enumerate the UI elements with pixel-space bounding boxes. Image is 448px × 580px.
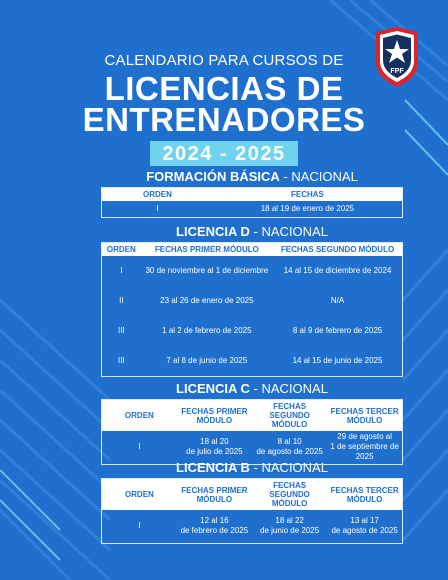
column-header: FECHAS SEGUNDO MÓDULO — [252, 400, 327, 432]
table-row: III 1 al 2 de febrero de 2025 8 al 9 de febrero de 2025 — [117, 326, 383, 335]
licencia-d-table — [101, 242, 403, 377]
table-row: I 18 al 20 de julio de 2025 8 al 10 de agosto de 2025 29 de agosto al 1 de septiembre de 2025 — [138, 432, 399, 462]
logo-text: FPF — [390, 68, 404, 75]
table-row: I 12 al 16 de febrero de 2025 18 al 22 de junio de 2025 13 al 17 de agosto de 2025 — [138, 516, 398, 536]
section-licencia-c — [101, 381, 403, 465]
licencia-b-table — [101, 478, 403, 544]
years-badge: 2024 - 2025 — [150, 141, 297, 166]
column-header: FECHAS SEGUNDO MÓDULO — [252, 479, 327, 511]
page-subtitle: CALENDARIO PARA CURSOS DE — [104, 52, 344, 69]
table-row: II 23 al 26 de enero de 2025 N/A — [119, 296, 345, 305]
column-header: FECHAS TERCER MÓDULO — [327, 400, 402, 432]
section-licencia-d — [101, 224, 403, 377]
title-line-2: ENTRENADORES — [82, 101, 366, 138]
section-title: FORMACIÓN BÁSICA - NACIONAL — [146, 169, 358, 184]
column-header: ORDEN — [102, 188, 213, 202]
column-header: ORDEN — [102, 400, 177, 432]
title-line-1: LICENCIAS DE — [104, 70, 344, 107]
section-title: LICENCIA D - NACIONAL — [176, 224, 328, 239]
column-header: ORDEN — [102, 479, 177, 511]
column-header: FECHAS TERCER MÓDULO — [327, 479, 402, 511]
column-header: FECHAS PRIMER MÓDULO — [177, 400, 252, 432]
column-header: FECHAS PRIMER MÓDULO — [177, 479, 252, 511]
page-header — [0, 52, 448, 166]
licencia-c-table — [101, 399, 403, 465]
section-title: LICENCIA B - NACIONAL — [176, 460, 328, 475]
column-header: FECHAS SEGUNDO MÓDULO — [273, 243, 402, 257]
basica-table — [101, 187, 403, 218]
column-header: ORDEN — [102, 243, 141, 257]
section-title: LICENCIA C - NACIONAL — [176, 381, 328, 396]
section-licencia-b — [101, 460, 403, 544]
column-header: FECHAS PRIMER MÓDULO — [141, 243, 273, 257]
table-row: III 7 al 8 de junio de 2025 14 al 15 de junio de 2025 — [117, 355, 383, 365]
column-header: FECHAS — [213, 188, 403, 202]
section-formacion-basica — [101, 169, 403, 218]
table-row: I 18 al 19 de enero de 2025 — [156, 203, 355, 213]
table-row: I 30 de noviembre al 1 de diciembre 14 al 15 de diciembre de 2024 — [120, 266, 392, 275]
